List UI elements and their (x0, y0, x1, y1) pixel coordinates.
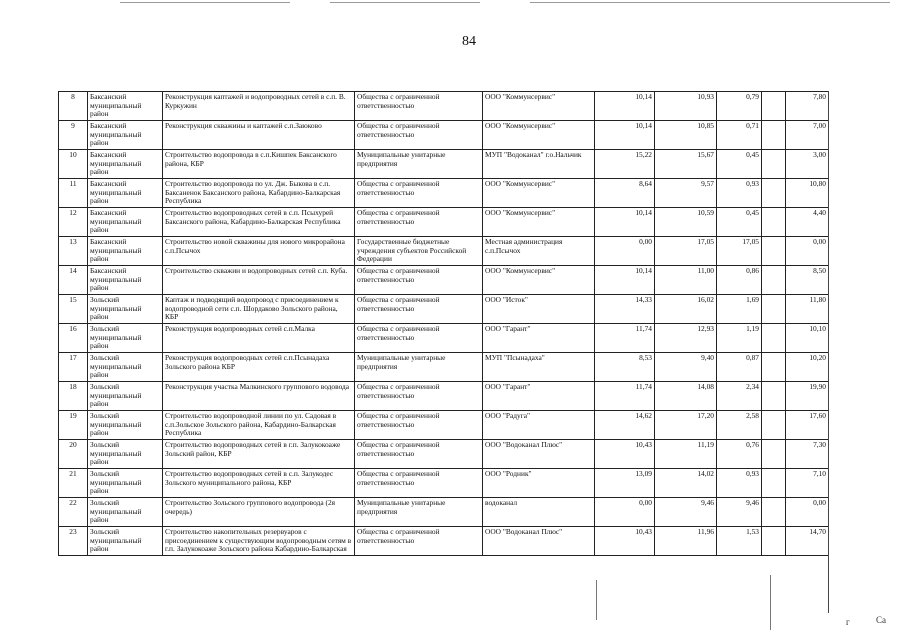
value-cell-1: 13,09 (595, 469, 655, 498)
district-cell: Зольский муниципальный район (88, 353, 163, 382)
value-cell-1: 10,14 (595, 121, 655, 150)
value-cell-2: 17,20 (655, 411, 717, 440)
scan-line-2 (770, 575, 771, 630)
district-cell: Баксанский муниципальный район (88, 150, 163, 179)
spacer-cell (762, 440, 786, 469)
organization-cell: ООО "Гарант" (483, 324, 595, 353)
value-cell-1: 10,14 (595, 266, 655, 295)
spacer-cell (762, 92, 786, 121)
scan-line-1 (596, 580, 597, 620)
row-number: 19 (59, 411, 88, 440)
district-cell: Зольский муниципальный район (88, 295, 163, 324)
project-cell: Строительство водопровода в с.п.Кишпек Баксанского района, КБР (163, 150, 355, 179)
spacer-cell (762, 411, 786, 440)
value-cell-1: 11,74 (595, 324, 655, 353)
value-cell-1: 10,43 (595, 527, 655, 556)
spacer-cell (762, 295, 786, 324)
row-number: 12 (59, 208, 88, 237)
value-cell-2: 10,59 (655, 208, 717, 237)
value-cell-3: 0,93 (717, 469, 762, 498)
value-cell-1: 10,43 (595, 440, 655, 469)
value-cell-2: 10,85 (655, 121, 717, 150)
value-cell-4: 7,30 (786, 440, 829, 469)
value-cell-4: 4,40 (786, 208, 829, 237)
value-cell-2: 11,96 (655, 527, 717, 556)
value-cell-1: 8,53 (595, 353, 655, 382)
district-cell: Баксанский муниципальный район (88, 266, 163, 295)
value-cell-1: 0,00 (595, 498, 655, 527)
org-type-cell: Общества с ограниченной ответственностью (355, 179, 483, 208)
spacer-cell (762, 498, 786, 527)
value-cell-1: 14,33 (595, 295, 655, 324)
value-cell-2: 9,40 (655, 353, 717, 382)
value-cell-1: 15,22 (595, 150, 655, 179)
value-cell-3: 0,76 (717, 440, 762, 469)
org-type-cell: Общества с ограниченной ответственностью (355, 208, 483, 237)
value-cell-2: 15,67 (655, 150, 717, 179)
value-cell-2: 14,08 (655, 382, 717, 411)
org-type-cell: Общества с ограниченной ответственностью (355, 411, 483, 440)
value-cell-1: 0,00 (595, 237, 655, 266)
district-cell: Баксанский муниципальный район (88, 179, 163, 208)
spacer-cell (762, 469, 786, 498)
spacer-cell (762, 353, 786, 382)
value-cell-2: 11,00 (655, 266, 717, 295)
organization-cell: ООО "Исток" (483, 295, 595, 324)
spacer-cell (762, 208, 786, 237)
row-number: 14 (59, 266, 88, 295)
organization-cell: МУП "Водоканал" г.о.Нальчик (483, 150, 595, 179)
table-row (59, 382, 829, 411)
row-number: 15 (59, 295, 88, 324)
project-cell: Реконструкция водопроводных сетей с.п.Псынадаха Зольского района КБР (163, 353, 355, 382)
organization-cell: ООО "Коммунсервис" (483, 266, 595, 295)
project-cell: Реконструкция водопроводных сетей с.п.Малка (163, 324, 355, 353)
top-rule-right (530, 2, 890, 3)
spacer-cell (762, 179, 786, 208)
org-type-cell: Общества с ограниченной ответственностью (355, 121, 483, 150)
project-cell: Строительство водопроводных сетей в г.п. Залукокоаже Зольский район, КБР (163, 440, 355, 469)
org-type-cell: Общества с ограниченной ответственностью (355, 382, 483, 411)
spacer-cell (762, 266, 786, 295)
row-number: 11 (59, 179, 88, 208)
value-cell-3: 9,46 (717, 498, 762, 527)
table-row (59, 150, 829, 179)
value-cell-2: 9,46 (655, 498, 717, 527)
spacer-cell (762, 121, 786, 150)
org-type-cell: Общества с ограниченной ответственностью (355, 266, 483, 295)
value-cell-3: 0,71 (717, 121, 762, 150)
value-cell-1: 11,74 (595, 382, 655, 411)
org-type-cell: Муниципальные унитарные предприятия (355, 498, 483, 527)
value-cell-3: 0,79 (717, 92, 762, 121)
org-type-cell: Общества с ограниченной ответственностью (355, 527, 483, 556)
top-rule-left (120, 2, 290, 3)
row-number: 13 (59, 237, 88, 266)
table-row (59, 411, 829, 440)
district-cell: Баксанский муниципальный район (88, 237, 163, 266)
spacer-cell (762, 527, 786, 556)
value-cell-3: 17,05 (717, 237, 762, 266)
spacer-cell (762, 237, 786, 266)
project-cell: Строительство водопроводных сетей в с.п. Залукодес Зольского муниципального района, КБР (163, 469, 355, 498)
project-cell: Строительство Зольского группового водопровода (2я очередь) (163, 498, 355, 527)
org-type-cell: Муниципальные унитарные предприятия (355, 353, 483, 382)
table-row (59, 208, 829, 237)
organization-cell: ООО "Коммунсервис" (483, 179, 595, 208)
table-row (59, 179, 829, 208)
org-type-cell: Общества с ограниченной ответственностью (355, 440, 483, 469)
value-cell-4: 8,50 (786, 266, 829, 295)
table-row (59, 498, 829, 527)
value-cell-4: 0,00 (786, 237, 829, 266)
organization-cell: водоканал (483, 498, 595, 527)
value-cell-4: 17,60 (786, 411, 829, 440)
value-cell-4: 19,90 (786, 382, 829, 411)
table-row (59, 324, 829, 353)
value-cell-2: 9,57 (655, 179, 717, 208)
value-cell-4: 10,20 (786, 353, 829, 382)
value-cell-4: 7,00 (786, 121, 829, 150)
project-cell: Каптаж и подводящий водопровод с присоединением к водопроводной сети с.п. Шордаково Зольского района, КБР (163, 295, 355, 324)
value-cell-3: 0,45 (717, 208, 762, 237)
org-type-cell: Общества с ограниченной ответственностью (355, 295, 483, 324)
spacer-cell (762, 150, 786, 179)
organization-cell: МУП "Псынадаха" (483, 353, 595, 382)
value-cell-3: 0,87 (717, 353, 762, 382)
spacer-cell (762, 382, 786, 411)
value-cell-4: 10,80 (786, 179, 829, 208)
value-cell-4: 0,00 (786, 498, 829, 527)
district-cell: Баксанский муниципальный район (88, 121, 163, 150)
value-cell-3: 2,58 (717, 411, 762, 440)
spacer-cell (762, 324, 786, 353)
value-cell-2: 17,05 (655, 237, 717, 266)
organization-cell: ООО "Родник" (483, 469, 595, 498)
row-number: 22 (59, 498, 88, 527)
value-cell-1: 10,14 (595, 208, 655, 237)
organization-cell: ООО "Коммунсервис" (483, 208, 595, 237)
value-cell-3: 1,69 (717, 295, 762, 324)
org-type-cell: Общества с ограниченной ответственностью (355, 92, 483, 121)
value-cell-2: 11,19 (655, 440, 717, 469)
table-row (59, 527, 829, 556)
table-row (59, 469, 829, 498)
value-cell-4: 10,10 (786, 324, 829, 353)
project-cell: Реконструкция участка Малкинского группового водовода (163, 382, 355, 411)
value-cell-2: 14,02 (655, 469, 717, 498)
value-cell-4: 7,10 (786, 469, 829, 498)
district-cell: Зольский муниципальный район (88, 440, 163, 469)
value-cell-1: 8,64 (595, 179, 655, 208)
table-row (59, 295, 829, 324)
organization-cell: ООО "Водоканал Плюс" (483, 440, 595, 469)
org-type-cell: Муниципальные унитарные предприятия (355, 150, 483, 179)
organization-cell: Местная администрация с.п.Псычох (483, 237, 595, 266)
row-number: 17 (59, 353, 88, 382)
top-rule-mid (330, 2, 480, 3)
org-type-cell: Общества с ограниченной ответственностью (355, 469, 483, 498)
project-cell: Строительство водопроводных сетей в с.п. Псыхурей Баксанского района, Кабардино-Балкарская Республика (163, 208, 355, 237)
value-cell-2: 12,93 (655, 324, 717, 353)
right-margin-line (828, 91, 829, 613)
table-row (59, 266, 829, 295)
value-cell-1: 14,62 (595, 411, 655, 440)
value-cell-4: 11,80 (786, 295, 829, 324)
organization-cell: ООО "Коммунсервис" (483, 92, 595, 121)
project-cell: Реконструкция скважины и каптажей с.п.Заюково (163, 121, 355, 150)
row-number: 16 (59, 324, 88, 353)
value-cell-3: 0,93 (717, 179, 762, 208)
district-cell: Зольский муниципальный район (88, 411, 163, 440)
row-number: 9 (59, 121, 88, 150)
district-cell: Зольский муниципальный район (88, 469, 163, 498)
value-cell-2: 10,93 (655, 92, 717, 121)
row-number: 18 (59, 382, 88, 411)
organization-cell: ООО "Водоканал Плюс" (483, 527, 595, 556)
table-row (59, 237, 829, 266)
value-cell-4: 14,70 (786, 527, 829, 556)
value-cell-4: 3,00 (786, 150, 829, 179)
project-cell: Строительство новой скважины для нового микрорайона с.п.Псычох (163, 237, 355, 266)
value-cell-2: 16,02 (655, 295, 717, 324)
table-row (59, 121, 829, 150)
org-type-cell: Общества с ограниченной ответственностью (355, 324, 483, 353)
district-cell: Зольский муниципальный район (88, 527, 163, 556)
registry-table (58, 91, 829, 556)
value-cell-3: 0,86 (717, 266, 762, 295)
organization-cell: ООО "Радуга" (483, 411, 595, 440)
value-cell-3: 2,34 (717, 382, 762, 411)
project-cell: Строительство водопроводной линии по ул. Садовая в с.п.Зольское Зольского района, Кабардино-Балкарская Республика (163, 411, 355, 440)
row-number: 20 (59, 440, 88, 469)
district-cell: Зольский муниципальный район (88, 382, 163, 411)
district-cell: Баксанский муниципальный район (88, 92, 163, 121)
row-number: 10 (59, 150, 88, 179)
project-cell: Строительство водопровода по ул. Дж. Быкова в с.п. Баксаненок Баксанского района, Кабардино-Балкарская Республика (163, 179, 355, 208)
row-number: 21 (59, 469, 88, 498)
footer-mark-1: г (846, 617, 850, 627)
page-number: 84 (462, 34, 476, 49)
row-number: 8 (59, 92, 88, 121)
district-cell: Зольский муниципальный район (88, 324, 163, 353)
table-row (59, 353, 829, 382)
project-cell: Реконструкция каптажей и водопроводных сетей в с.п. В. Куркужин (163, 92, 355, 121)
footer-mark-2: Са (876, 615, 886, 625)
project-cell: Строительство скважин и водопроводных сетей с.п. Куба. (163, 266, 355, 295)
value-cell-3: 1,19 (717, 324, 762, 353)
project-cell: Строительство накопительных резервуаров с присоединением к существующим водопроводным сетям в г.п. Залукокоаже Зольского района Кабардино-Балкарская (163, 527, 355, 556)
organization-cell: ООО "Гарант" (483, 382, 595, 411)
organization-cell: ООО "Коммунсервис" (483, 121, 595, 150)
district-cell: Зольский муниципальный район (88, 498, 163, 527)
table-row (59, 92, 829, 121)
table-row (59, 440, 829, 469)
row-number: 23 (59, 527, 88, 556)
org-type-cell: Государственные бюджетные учреждения субъектов Российской Федерации (355, 237, 483, 266)
district-cell: Баксанский муниципальный район (88, 208, 163, 237)
value-cell-3: 1,53 (717, 527, 762, 556)
value-cell-1: 10,14 (595, 92, 655, 121)
value-cell-4: 7,80 (786, 92, 829, 121)
value-cell-3: 0,45 (717, 150, 762, 179)
